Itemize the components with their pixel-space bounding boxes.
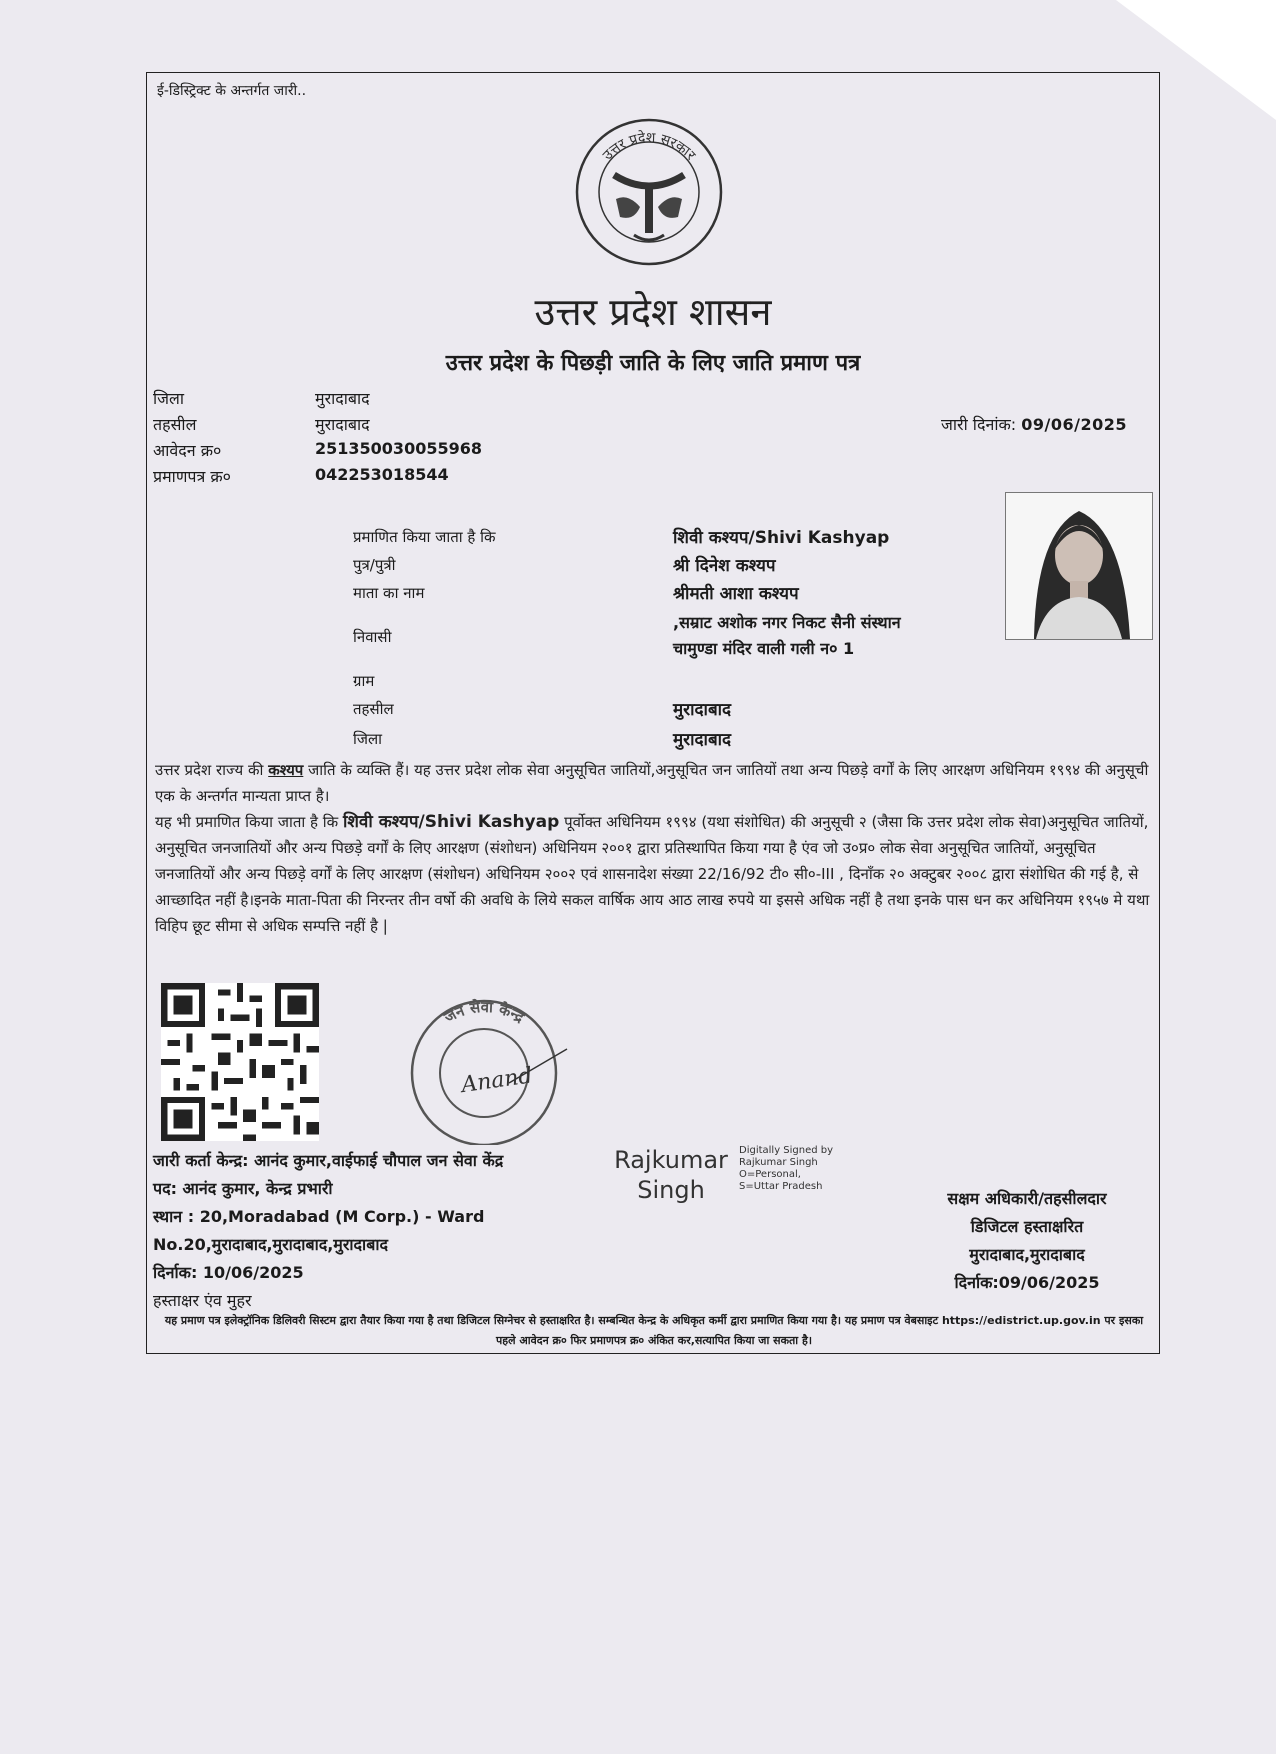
issuing-center-block — [153, 1147, 583, 1315]
caste-name: कश्यप — [268, 761, 304, 779]
main-title: उत्तर प्रदेश शासन — [534, 290, 772, 334]
svg-text:जन सेवा केन्द्र — [440, 998, 528, 1027]
digital-signer-name: Rajkumar Singh — [614, 1146, 728, 1204]
applicant-photo — [1005, 492, 1153, 640]
person-district-label: जिला — [353, 730, 383, 748]
officer-date: दिर्नाक:09/06/2025 — [954, 1273, 1100, 1292]
certificate-frame — [146, 72, 1160, 1354]
certificate-subtitle: उत्तर प्रदेश के पिछड़ी जाति के लिए जाति प्रमाण पत्र — [445, 351, 861, 376]
tehsil-label: तहसील — [153, 415, 197, 434]
application-no-label: आवेदन क्र० — [153, 441, 222, 460]
verification-notice: यह प्रमाण पत्र इलेक्ट्रॉनिक डिलिवरी सिस्टम द्वारा तैयार किया गया है तथा डिजिटल सिग्नेचर से हस्ताक्षरित है। सम्बन्धित केन्द्र के अधिकृत कर्मी द्वारा प्रमाणित किया गया है। यह प्रमाण पत्र वेबसाइट https://edistrict.up.gov.in पर इसका पहले आवेदन क्र० फिर प्रमाणपत्र क्र० अंकित कर,सत्यापित किया जा सकता है। — [164, 1314, 1144, 1347]
issued-under-text: ई-डिस्ट्रिक्ट के अन्तर्गत जारी.. — [157, 83, 307, 99]
jan-seva-kendra-stamp — [399, 985, 569, 1145]
issue-center-date: दिर्नाक: 10/06/2025 — [153, 1263, 304, 1282]
officer-title: सक्षम अधिकारी/तहसीलदार — [947, 1189, 1107, 1208]
issuing-center: जारी कर्ता केन्द्र: आनंद कुमार,वाईफाई चौपाल जन सेवा केंद्र — [153, 1151, 504, 1170]
tehsil-value: मुरादाबाद — [315, 415, 370, 434]
svg-text:उत्तर प्रदेश सरकार — [600, 129, 699, 164]
para2-applicant-name: शिवी कश्यप/Shivi Kashyap — [342, 812, 560, 832]
certified-label: प्रमाणित किया जाता है कि — [353, 528, 496, 546]
person-tehsil-value: मुरादाबाद — [673, 700, 732, 720]
paragraph-certification — [155, 809, 1153, 939]
issue-date-label: जारी दिनांक: — [941, 415, 1017, 434]
officer-sign-type: डिजिटल हस्ताक्षरित — [970, 1217, 1084, 1236]
issuer-post: पद: आनंद कुमार, केन्द्र प्रभारी — [153, 1179, 333, 1198]
mother-name: श्रीमती आशा कश्यप — [673, 584, 799, 604]
up-government-emblem-icon — [574, 117, 724, 267]
para2-text-a: यह भी प्रमाणित किया जाता है कि — [155, 813, 343, 831]
sign-and-seal-label: हस्ताक्षर एंव मुहर — [153, 1291, 252, 1310]
dsig-line-3: O=Personal, — [739, 1169, 801, 1180]
district-label: जिला — [153, 389, 185, 408]
person-district-value: मुरादाबाद — [673, 730, 732, 750]
applicant-name: शिवी कश्यप/Shivi Kashyap — [673, 528, 890, 548]
mother-label: माता का नाम — [353, 584, 425, 602]
emblem-arc-text: उत्तर प्रदेश सरकार — [599, 129, 699, 164]
certificate-no-label: प्रमाणपत्र क्र० — [153, 467, 231, 486]
address-line-1: ,सम्राट अशोक नगर निकट सैनी संस्थान — [673, 613, 901, 632]
certificate-no-value: 042253018544 — [315, 465, 449, 484]
dsig-line-1: Digitally Signed by — [739, 1145, 834, 1156]
stamp-arc-text: जन सेवा केन्द्र — [441, 997, 528, 1027]
officer-block — [907, 1185, 1147, 1297]
dsig-line-4: S=Uttar Pradesh — [739, 1181, 823, 1192]
village-label: ग्राम — [353, 672, 375, 690]
paragraph-caste — [155, 757, 1153, 809]
stamp-signature: Anand — [459, 1063, 535, 1099]
issuer-place: स्थान : 20,Moradabad (M Corp.) - Ward No.20,मुरादाबाद,मुरादाबाद,मुरादाबाद — [153, 1207, 485, 1254]
qr-code — [161, 983, 319, 1141]
application-no-value: 251350030055968 — [315, 439, 482, 458]
issue-date-value: 09/06/2025 — [1021, 415, 1127, 434]
parent-label: पुत्र/पुत्री — [353, 556, 396, 574]
father-name: श्री दिनेश कश्यप — [673, 556, 776, 576]
para1-text-b: जाति के व्यक्ति हैं। यह उत्तर प्रदेश लोक सेवा अनुसूचित जातियों,अनुसूचित जन जातियों तथा अन्य पिछड़े वर्गों के लिए आरक्षण अधिनियम १९९४ की अनुसूची एक के अन्तर्गत मान्यता प्राप्त है। — [155, 761, 1149, 805]
district-value: मुरादाबाद — [315, 389, 370, 408]
para1-text-a: उत्तर प्रदेश राज्य की — [155, 761, 269, 779]
para2-text-b: पूर्वोक्त अधिनियम १९९४ (यथा संशोधित) की अनुसूची २ (जैसा कि उत्तर प्रदेश लोक सेवा)अनुसूचित जातियों, अनुसूचित जनजातियों और अन्य पिछड़े वर्गों के लिए आरक्षण (संशोधन) अधिनियम २००१ द्वारा प्रतिस्थापित किया गया है एंव जो उ०प्र० लोक सेवा अनुसूचित जातियों, अनुसूचित जनजातियों और अन्य पिछड़े वर्गों के लिए आरक्षण (संशोधन) अधिनियम २००२ एवं शासनादेश संख्या 22/16/92 टी० सी०-III , दिनाँक २० अक्टुबर २००८ द्वारा संशोधित की गई है, से आच्छादित नहीं है।इनके माता-पिता की निरन्तर तीन वर्षो की अवधि के लिये सकल वार्षिक आय आठ लाख रुपये या इससे अधिक नहीं है तथा इनके पास धन कर अधिनियम १९५७ मे यथा विहिप छूट सीमा से अधिक सम्पत्ति नहीं है | — [155, 813, 1150, 935]
officer-place: मुरादाबाद,मुरादाबाद — [969, 1245, 1085, 1264]
resident-label: निवासी — [353, 628, 392, 646]
issue-date — [941, 413, 1127, 435]
dsig-line-2: Rajkumar Singh — [739, 1157, 818, 1168]
person-tehsil-label: तहसील — [353, 700, 394, 718]
digital-signature-meta — [739, 1145, 833, 1193]
certificate-body — [155, 757, 1153, 939]
address-line-2: चामुण्डा मंदिर वाली गली न० 1 — [673, 639, 855, 658]
